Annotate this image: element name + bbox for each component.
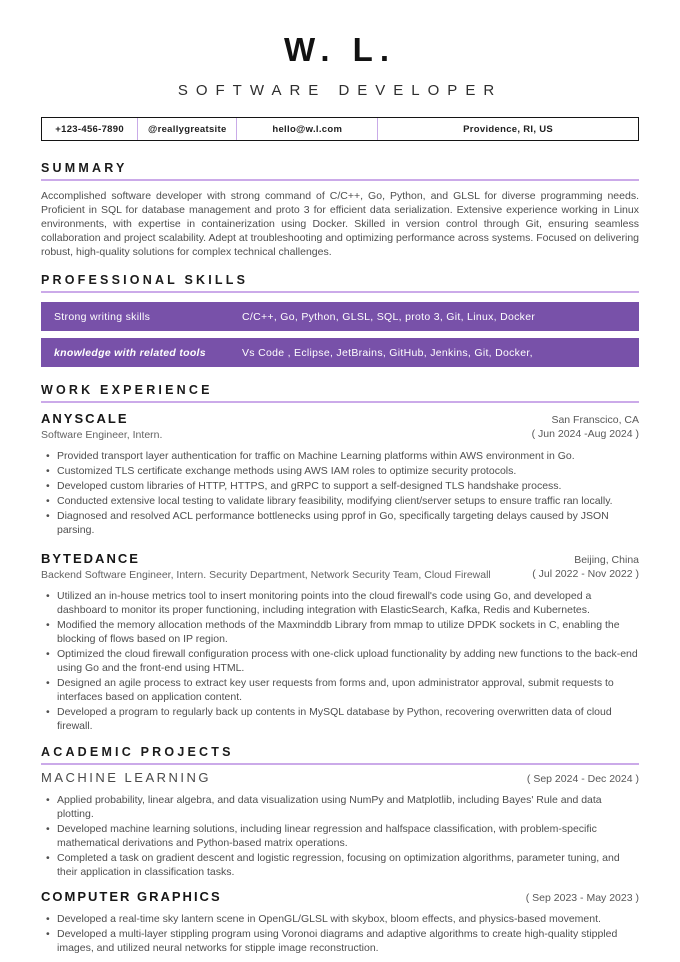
job-subheader — [41, 568, 639, 582]
job-subheader — [41, 428, 639, 442]
bullet-item: • Developed machine learning solutions, including linear regression and halfspace classification, with problem-specific mathematical derivations and Python-based matrix operations. — [46, 822, 639, 850]
section-rule — [41, 763, 639, 765]
job-header — [41, 411, 639, 426]
section-rule — [41, 179, 639, 181]
bullet-item: • Developed custom libraries of HTTP, HTTPS, and gRPC to support a self-designed TLS handshake process. — [46, 479, 639, 493]
bullet-item: • Diagnosed and resolved ACL performance bottlenecks using pprof in Go, specifically targeting delays caused by JSON parsing. — [46, 509, 639, 537]
section-summary — [41, 161, 639, 259]
job-anyscale — [41, 411, 639, 537]
section-rule — [41, 401, 639, 403]
resume-header — [41, 30, 639, 141]
project-name: COMPUTER GRAPHICS — [41, 889, 222, 904]
projects-heading: ACADEMIC PROJECTS — [41, 745, 234, 759]
bullet-item: • Conducted extensive local testing to validate library feasibility, modifying client/server setups to ensure traffic ran locally. — [46, 494, 639, 508]
bullet-item: • Applied probability, linear algebra, and data visualization using NumPy and Matplotlib, including Bayes' Rule and data plotting. — [46, 793, 639, 821]
contact-email: hello@w.l.com — [236, 118, 377, 140]
skill-row — [41, 338, 639, 367]
skill-value: Vs Code , Eclipse, JetBrains, GitHub, Jenkins, Git, Docker, — [242, 346, 533, 359]
summary-heading: SUMMARY — [41, 161, 128, 175]
job-role: Backend Software Engineer, Intern. Security Department, Network Security Team, Cloud Firewall — [41, 569, 491, 581]
job-dates: ( Jun 2024 -Aug 2024 ) — [531, 428, 639, 440]
skill-value: C/C++, Go, Python, GLSL, SQL, proto 3, Git, Linux, Docker — [242, 310, 536, 323]
section-projects — [41, 745, 639, 955]
job-bytedance — [41, 551, 639, 733]
skill-row — [41, 302, 639, 331]
skills-rows — [41, 302, 639, 367]
job-bullets — [46, 449, 639, 537]
contact-social: @reallygreatsite — [137, 118, 236, 140]
job-location: San Franscico, CA — [551, 414, 639, 426]
company-name: BYTEDANCE — [41, 551, 140, 566]
bullet-item: • Customized TLS certificate exchange methods using AWS IAM roles to optimize security protocols. — [46, 464, 639, 478]
project-dates: ( Sep 2023 - May 2023 ) — [525, 892, 639, 904]
job-dates: ( Jul 2022 - Nov 2022 ) — [532, 568, 639, 580]
bullet-item: • Designed an agile process to extract key user requests from forms and, upon administrator approval, submit requests to interfaces based on application content. — [46, 676, 639, 704]
section-skills — [41, 273, 639, 367]
contact-phone: +123-456-7890 — [55, 123, 124, 135]
job-header — [41, 551, 639, 566]
project-bullets — [46, 912, 639, 955]
bullet-item: • Optimized the cloud firewall configuration process with one-click upload functionality by adding new functions to the back-end using Go and the front-end using HTML. — [46, 647, 639, 675]
section-rule — [41, 291, 639, 293]
bullet-item: • Developed a real-time sky lantern scene in OpenGL/GLSL with skybox, bloom effects, and physics-based movement. — [46, 912, 639, 926]
project-bullets — [46, 793, 639, 879]
skill-label: Strong writing skills — [54, 310, 151, 323]
project-computer-graphics — [41, 889, 639, 955]
project-machine-learning — [41, 770, 639, 879]
bullet-item: • Provided transport layer authentication for traffic on Machine Learning platforms within AWS environment in Go. — [46, 449, 639, 463]
skills-heading: PROFESSIONAL SKILLS — [41, 273, 249, 287]
bullet-item: • Utilized an in-house metrics tool to insert monitoring points into the cloud firewall's code using Go, and developed a dashboard to monitor its proper functioning, including integration with ElasticSearch, Kafka, Redis and Kubernetes. — [46, 589, 639, 617]
candidate-name: W. L. — [284, 31, 396, 68]
job-role: Software Engineer, Intern. — [41, 429, 163, 441]
section-experience — [41, 383, 639, 733]
bullet-item: • Completed a task on gradient descent and logistic regression, focusing on optimization algorithms, parameter tuning, and their application in classification tasks. — [46, 851, 639, 879]
job-bullets — [46, 589, 639, 733]
project-name: MACHINE LEARNING — [41, 770, 212, 785]
bullet-item: • Developed a multi-layer stippling program using Voronoi diagrams and adaptive algorithms to create high-quality stippled images, and utilized neural networks for stipple image reconstruction. — [46, 927, 639, 955]
skill-label: knowledge with related tools — [54, 346, 206, 359]
bullet-item: • Modified the memory allocation methods of the Maxminddb Library from mmap to utilize DPDK sockets in C, enabling the blocking of flows based on IP region. — [46, 618, 639, 646]
contact-bar — [41, 117, 639, 141]
summary-text: Accomplished software developer with strong command of C/C++, Go, Python, and GLSL for diverse programming needs. Proficient in SQL for database management and proto 3 for efficient data serialization. Extensive experience working in Linux environments, with expertise in containerization using Docker. Skilled in version control through Git, ensuring seamless collaboration and project scalability. Adept at troubleshooting and optimizing performance across systems. Focused on delivering robust, high-quality solutions for complex technical challenges. — [41, 190, 639, 258]
bullet-item: • Developed a program to regularly back up contents in MySQL database by Python, recovering overwritten data of cloud firewall. — [46, 705, 639, 733]
project-dates: ( Sep 2024 - Dec 2024 ) — [526, 773, 639, 785]
job-location: Beijing, China — [574, 554, 639, 566]
project-header — [41, 770, 639, 786]
contact-location: Providence, RI, US — [377, 118, 638, 140]
candidate-title: SOFTWARE DEVELOPER — [177, 82, 503, 99]
experience-heading: WORK EXPERIENCE — [41, 383, 213, 397]
project-header — [41, 889, 639, 905]
company-name: ANYSCALE — [41, 411, 129, 426]
